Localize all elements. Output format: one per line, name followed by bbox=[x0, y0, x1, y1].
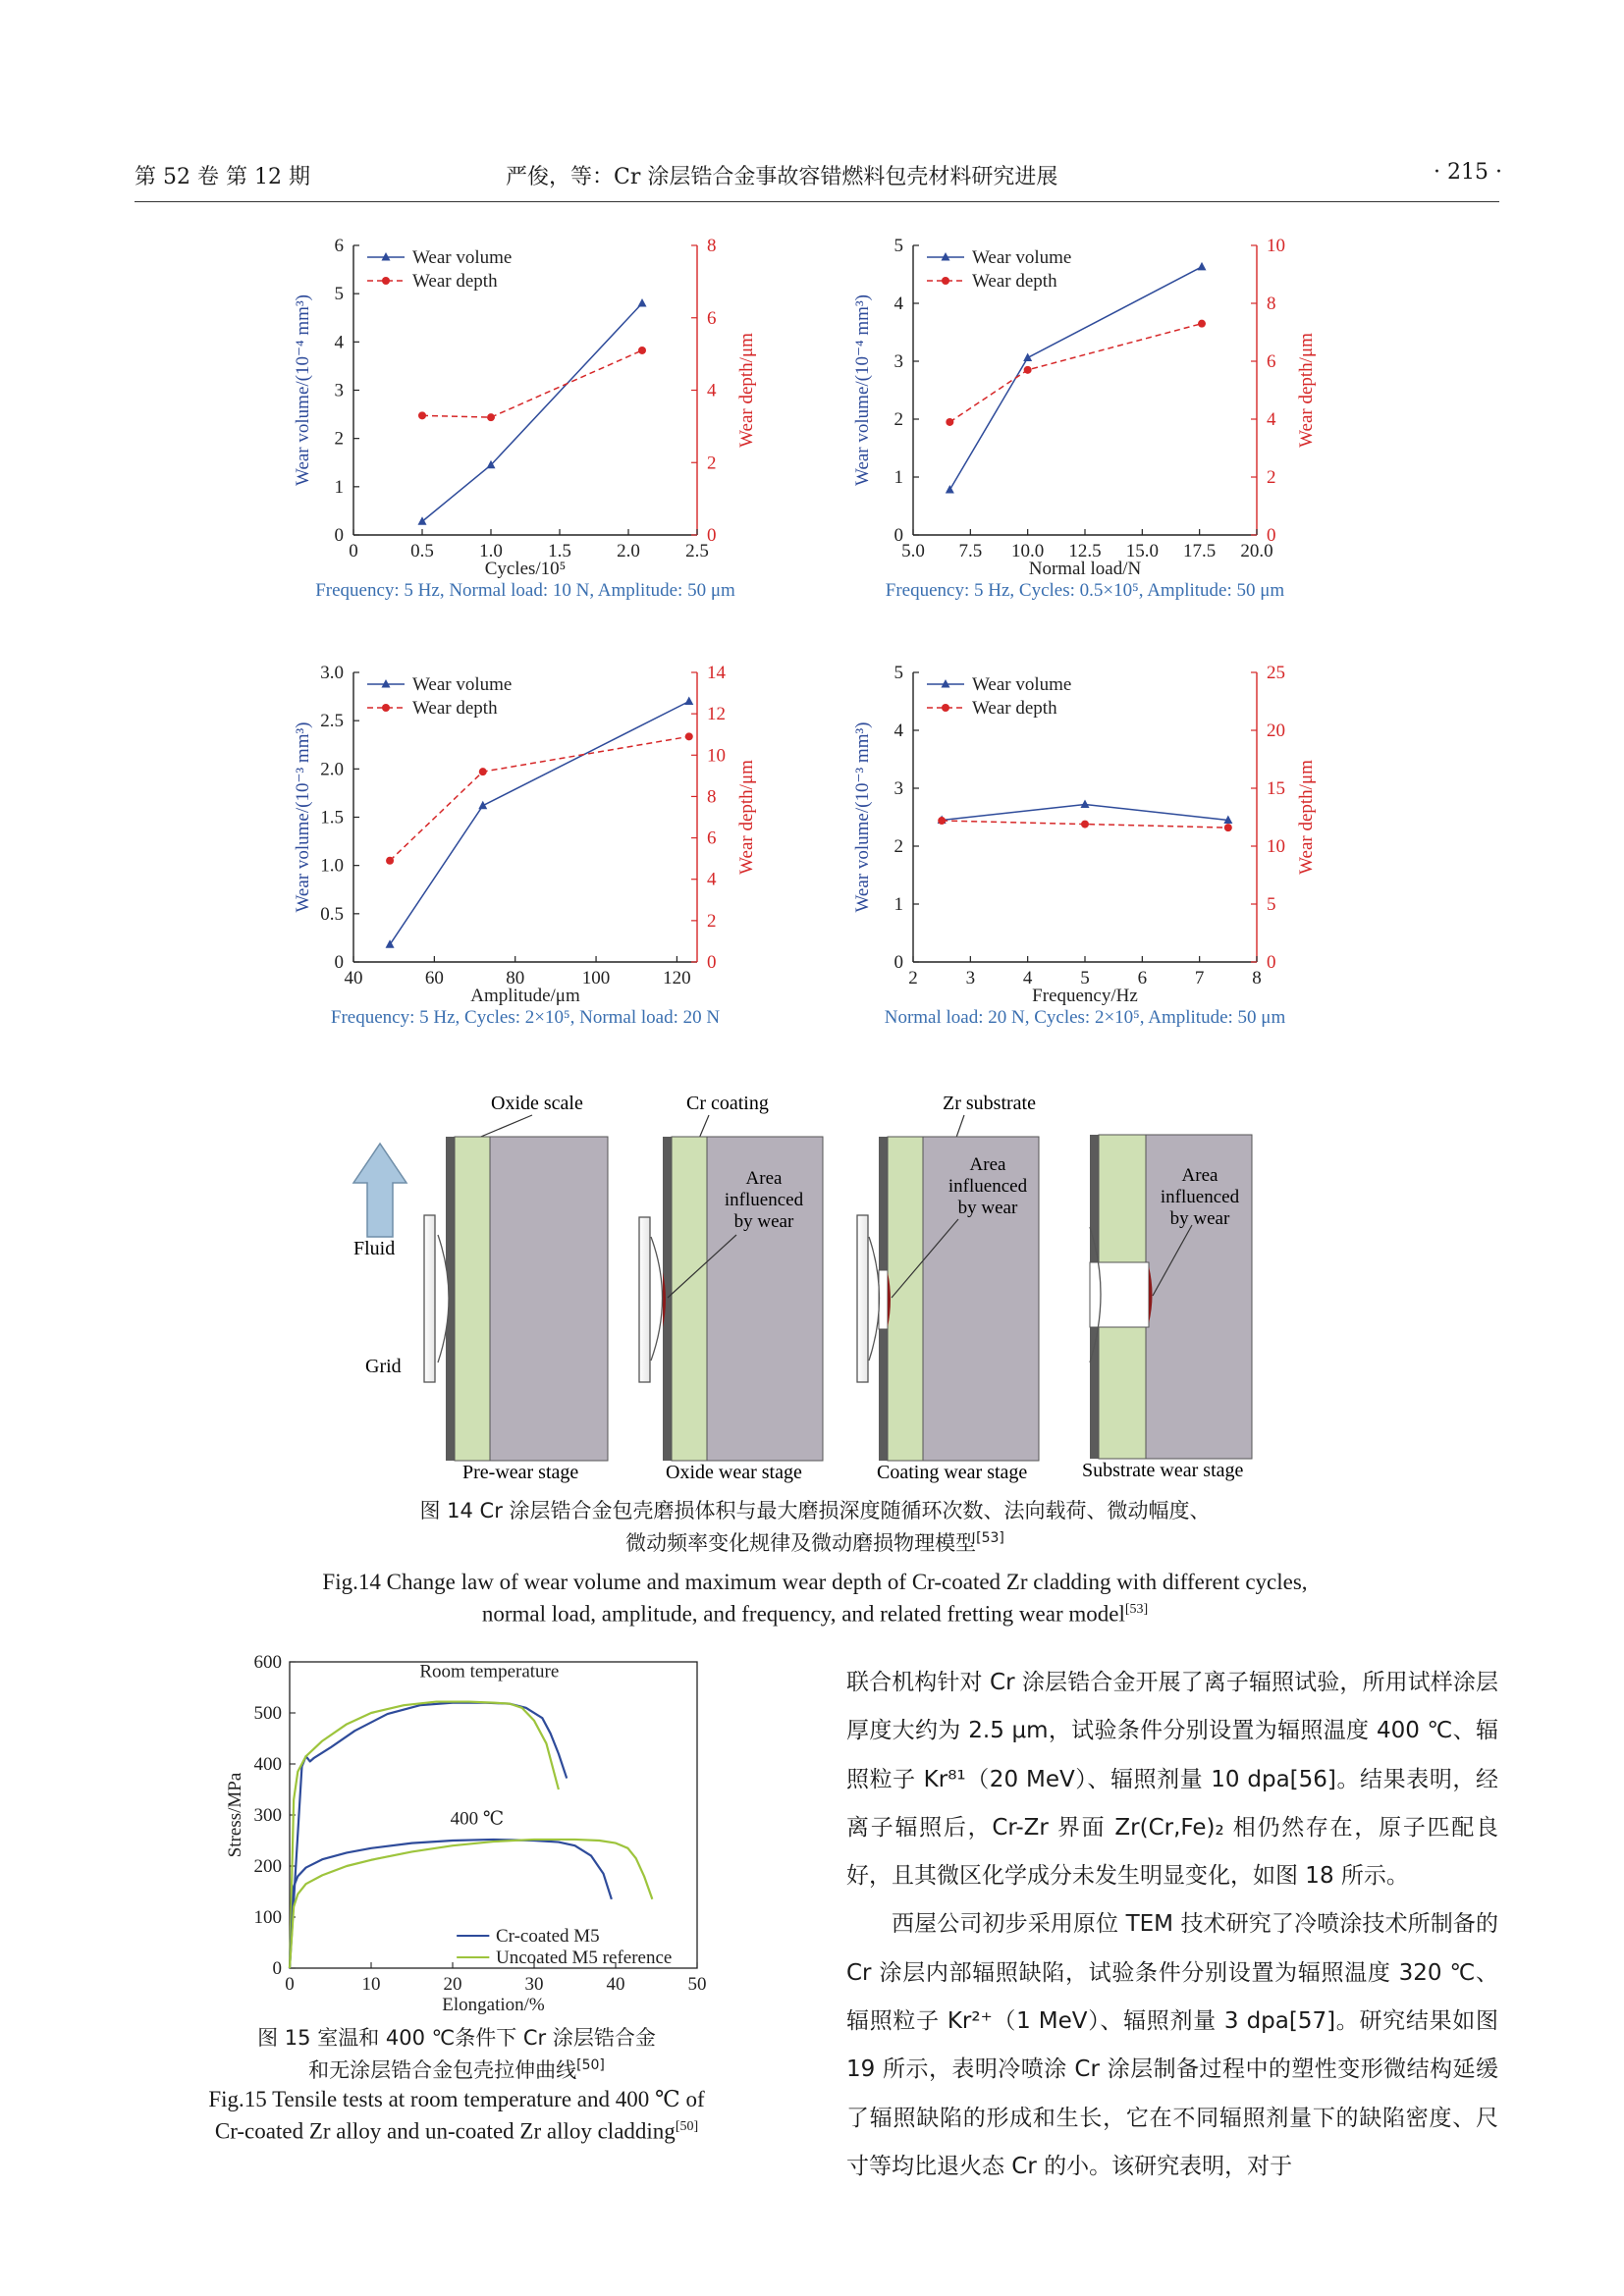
x-tick-label: 5.0 bbox=[901, 541, 925, 561]
wear-depth-point bbox=[479, 768, 487, 775]
area-label-l2: influenced bbox=[724, 1190, 804, 1210]
area-label-l1: Area bbox=[969, 1154, 1006, 1175]
wear-depth-point bbox=[487, 413, 495, 421]
x-axis-label: Cycles/10⁵ bbox=[484, 559, 567, 579]
fig14-caption-en-line2: normal load, amplitude, and frequency, and related fretting wear model[53] bbox=[481, 1601, 1149, 1627]
fig14-caption-cn-line2: 微动频率变化规律及微动磨损物理模型[53] bbox=[625, 1530, 1004, 1555]
area-label-l3: by wear bbox=[957, 1198, 1018, 1218]
y-tick-label: 6 bbox=[334, 236, 344, 256]
legend-depth-marker bbox=[382, 704, 390, 712]
label-oxide-scale: Oxide scale bbox=[491, 1093, 583, 1114]
wear-depth-line bbox=[390, 736, 689, 860]
x-tick-label: 120 bbox=[663, 968, 691, 988]
fretting-wear-model-diagram bbox=[344, 1080, 1326, 1492]
fig14-caption-en-line1: Fig.14 Change law of wear volume and maximum wear depth of Cr-coated Zr cladding with different cycles, bbox=[322, 1570, 1308, 1594]
x-tick-label: 2 bbox=[908, 968, 918, 988]
y2-axis-label: Wear depth/μm bbox=[736, 760, 757, 875]
x-axis-label: Amplitude/μm bbox=[470, 986, 580, 1006]
wear-depth-point bbox=[386, 857, 394, 865]
y-axis-label: Wear volume/(10⁻³ mm³) bbox=[293, 721, 313, 913]
tensile-curve-chart bbox=[221, 1644, 731, 2022]
y-tick-label: 0.5 bbox=[320, 903, 344, 925]
x-tick-label: 40 bbox=[344, 968, 363, 988]
label-grid: Grid bbox=[365, 1356, 402, 1377]
y-tick-label: 1.0 bbox=[320, 855, 344, 877]
x-tick-label: 6 bbox=[1137, 968, 1148, 988]
x-tick-label: 7.5 bbox=[958, 541, 983, 561]
legend-volume-label: Wear volume bbox=[412, 674, 513, 695]
body-paragraph-1: 联合机构针对 Cr 涂层锆合金开展了离子辐照试验，所用试样涂层厚度大约为 2.5 μm，试验条件分别设置为辐照温度 400 ℃、辐照粒子 Kr⁸¹（20 MeV）、辐照剂量 10 dpa[56]。结果表明，经离子辐照后，Cr-Zr 界面 Zr(Cr,Fe)₂ 相仍然存在，原子匹配良好，且其微区化学成分未发生明显变化，如图 18 所示。 bbox=[846, 1670, 1498, 1890]
y-tick-label: 400 bbox=[253, 1754, 282, 1775]
fig15-ref: [50] bbox=[576, 2057, 605, 2073]
y-tick-label: 5 bbox=[893, 663, 903, 683]
wear-volume-point bbox=[1023, 352, 1032, 361]
y2-tick-label: 0 bbox=[707, 952, 717, 973]
fluid-arrow bbox=[353, 1144, 406, 1237]
y-tick-label: 5 bbox=[893, 236, 903, 256]
x-tick-label: 2.5 bbox=[685, 541, 709, 561]
x-tick-label: 10 bbox=[361, 1974, 381, 1995]
y-axis-label: Stress/MPa bbox=[225, 1772, 245, 1858]
fig15-caption-en-line1: Fig.15 Tensile tests at room temperature and 400 ℃ of bbox=[208, 2087, 705, 2111]
y-tick-label: 0 bbox=[272, 1958, 282, 1979]
wear-chart-amplitude bbox=[265, 653, 815, 1085]
header-rule bbox=[135, 201, 1499, 202]
x-tick-label: 80 bbox=[506, 968, 525, 988]
y2-tick-label: 5 bbox=[1267, 894, 1276, 915]
wear-volume-point bbox=[946, 485, 954, 494]
fig15-caption-cn-line2: 和无涂层锆合金包壳拉伸曲线[50] bbox=[308, 2057, 605, 2082]
x-axis-label: Elongation/% bbox=[442, 1995, 545, 2015]
stage4-label: Substrate wear stage bbox=[1082, 1460, 1244, 1481]
wear-depth-point bbox=[1198, 320, 1206, 328]
y-tick-label: 500 bbox=[253, 1703, 282, 1724]
wear-depth-point bbox=[938, 817, 946, 825]
x-tick-label: 0.5 bbox=[410, 541, 434, 561]
x-tick-label: 7 bbox=[1194, 968, 1205, 988]
y-tick-label: 2 bbox=[334, 428, 344, 450]
y2-tick-label: 4 bbox=[707, 380, 717, 401]
x-tick-label: 20.0 bbox=[1240, 541, 1273, 561]
x-tick-label: 15.0 bbox=[1125, 541, 1159, 561]
y-tick-label: 200 bbox=[253, 1856, 282, 1877]
legend-volume-label: Wear volume bbox=[972, 247, 1072, 268]
y-tick-label: 3 bbox=[893, 778, 903, 799]
y2-tick-label: 10 bbox=[1267, 836, 1285, 857]
legend-depth-marker bbox=[382, 277, 390, 285]
y-axis-label: Wear volume/(10⁻⁴ mm³) bbox=[852, 294, 873, 486]
wear-depth-point bbox=[685, 732, 693, 740]
wear-volume-line bbox=[390, 702, 689, 945]
body-paragraph-2: 西屋公司初步采用原位 TEM 技术研究了冷喷涂技术所制备的 Cr 涂层内部辐照缺陷，试验条件分别设置为辐照温度 320 ℃、辐照粒子 Kr²⁺（1 MeV）、辐照剂量 3 dpa[57]。研究结果如图 19 所示，表明冷喷涂 Cr 涂层制备过程中的塑性变形微结构延缓了辐照缺陷的形成和生长，它在不同辐照剂量下的缺陷密度、尺寸等均比退火态 Cr 的小。该研究表明，对于 bbox=[846, 1911, 1498, 2179]
y-tick-label: 600 bbox=[253, 1652, 282, 1673]
fig14-ref: [53] bbox=[976, 1530, 1004, 1546]
y2-axis-label: Wear depth/μm bbox=[1296, 760, 1317, 875]
header-title: 严俊，等：Cr 涂层锆合金事故容错燃料包壳材料研究进展 bbox=[506, 165, 1058, 189]
y2-tick-label: 0 bbox=[707, 525, 717, 546]
y2-tick-label: 20 bbox=[1267, 721, 1285, 741]
wear-volume-line bbox=[422, 303, 642, 521]
y2-axis-label: Wear depth/μm bbox=[1296, 333, 1317, 448]
x-tick-label: 4 bbox=[1022, 968, 1033, 988]
x-tick-label: 3 bbox=[965, 968, 976, 988]
y-tick-label: 1 bbox=[334, 476, 344, 498]
wear-depth-point bbox=[1024, 366, 1032, 374]
stage2-label: Oxide wear stage bbox=[666, 1462, 802, 1483]
y2-tick-label: 12 bbox=[707, 704, 726, 725]
y2-tick-label: 4 bbox=[707, 869, 717, 890]
chart-condition-subtitle: Frequency: 5 Hz, Normal load: 10 N, Amplitude: 50 μm bbox=[315, 580, 735, 601]
wear-volume-point bbox=[638, 298, 647, 307]
wear-volume-point bbox=[684, 697, 693, 706]
x-tick-label: 60 bbox=[424, 968, 444, 988]
y2-tick-label: 6 bbox=[707, 307, 717, 329]
y2-tick-label: 4 bbox=[1267, 409, 1276, 430]
y-axis-label: Wear volume/(10⁻⁴ mm³) bbox=[293, 294, 313, 486]
y-tick-label: 0 bbox=[893, 525, 903, 546]
y2-axis-label: Wear depth/μm bbox=[736, 333, 757, 448]
y2-tick-label: 25 bbox=[1267, 663, 1285, 683]
stage-pre-wear bbox=[424, 1137, 608, 1483]
x-tick-label: 17.5 bbox=[1183, 541, 1217, 561]
y2-tick-label: 10 bbox=[1267, 236, 1285, 256]
x-tick-label: 8 bbox=[1252, 968, 1262, 988]
wear-volume-point bbox=[1198, 262, 1207, 271]
y-tick-label: 2 bbox=[893, 836, 903, 857]
y2-tick-label: 8 bbox=[707, 236, 717, 256]
fig15-caption-cn bbox=[172, 2024, 741, 2084]
x-tick-label: 1.5 bbox=[548, 541, 571, 561]
x-tick-label: 40 bbox=[606, 1974, 625, 1995]
y2-tick-label: 8 bbox=[707, 786, 717, 808]
fig15-caption-en-line2: Cr-coated Zr alloy and un-coated Zr alloy cladding[50] bbox=[214, 2118, 699, 2144]
x-tick-label: 100 bbox=[581, 968, 611, 988]
x-tick-label: 0 bbox=[285, 1974, 295, 1995]
x-tick-label: 2.0 bbox=[617, 541, 640, 561]
x-tick-label: 5 bbox=[1080, 968, 1090, 988]
header-issue: 第 52 卷 第 12 期 bbox=[135, 165, 310, 189]
wear-volume-point bbox=[1081, 800, 1090, 809]
legend-label: Cr-coated M5 bbox=[495, 1925, 600, 1947]
y-tick-label: 2.0 bbox=[320, 759, 344, 780]
y-axis-label: Wear volume/(10⁻³ mm³) bbox=[852, 721, 873, 913]
x-tick-label: 1.0 bbox=[479, 541, 503, 561]
y-tick-label: 3.0 bbox=[320, 663, 344, 683]
annotation-400c: 400 ℃ bbox=[450, 1808, 505, 1830]
body-text-column bbox=[846, 1659, 1498, 2191]
y2-tick-label: 6 bbox=[707, 828, 717, 849]
area-label-l2: influenced bbox=[1160, 1187, 1240, 1207]
y-tick-label: 3 bbox=[334, 380, 344, 401]
fig14-caption-cn bbox=[196, 1497, 1434, 1557]
y-tick-label: 0 bbox=[334, 525, 344, 546]
fig15-caption-en bbox=[157, 2086, 756, 2146]
y2-tick-label: 15 bbox=[1267, 778, 1285, 799]
y2-tick-label: 6 bbox=[1267, 351, 1276, 372]
fig14-ref: [53] bbox=[1124, 1602, 1149, 1617]
wear-volume-point bbox=[418, 516, 427, 525]
x-tick-label: 50 bbox=[687, 1974, 707, 1995]
x-axis-label: Normal load/N bbox=[1028, 559, 1142, 579]
stage-oxide-wear bbox=[639, 1137, 823, 1483]
legend-volume-label: Wear volume bbox=[972, 674, 1072, 695]
chart-condition-subtitle: Normal load: 20 N, Cycles: 2×10⁵, Amplitude: 50 μm bbox=[884, 1007, 1286, 1028]
chart-condition-subtitle: Frequency: 5 Hz, Cycles: 2×10⁵, Normal load: 20 N bbox=[330, 1007, 721, 1028]
wear-depth-point bbox=[946, 418, 953, 426]
fig14-caption-cn-line1: 图 14 Cr 涂层锆合金包壳磨损体积与最大磨损深度随循环次数、法向载荷、微动幅度、 bbox=[419, 1499, 1211, 1522]
legend-depth-label: Wear depth bbox=[412, 698, 498, 719]
stage-coating-wear bbox=[857, 1137, 1039, 1483]
y-tick-label: 1.5 bbox=[320, 807, 344, 828]
wear-depth-point bbox=[1224, 824, 1232, 831]
legend-label: Uncoated M5 reference bbox=[495, 1947, 673, 1968]
y2-tick-label: 0 bbox=[1267, 525, 1276, 546]
x-tick-label: 10.0 bbox=[1011, 541, 1045, 561]
y2-tick-label: 2 bbox=[707, 910, 717, 932]
y-tick-label: 1 bbox=[893, 467, 903, 488]
fig15-caption-cn-line1: 图 15 室温和 400 ℃条件下 Cr 涂层锆合金 bbox=[257, 2026, 656, 2050]
y-tick-label: 4 bbox=[893, 721, 903, 741]
y-tick-label: 100 bbox=[253, 1907, 282, 1928]
area-label-l2: influenced bbox=[947, 1176, 1028, 1197]
y-tick-label: 0 bbox=[334, 952, 344, 973]
area-label-l1: Area bbox=[1181, 1165, 1218, 1186]
wear-chart-normal-load bbox=[825, 226, 1375, 658]
y2-tick-label: 2 bbox=[1267, 467, 1276, 488]
header-page-number: · 215 · bbox=[1434, 160, 1502, 185]
stage-substrate-wear bbox=[1082, 1135, 1252, 1481]
legend-depth-marker bbox=[942, 277, 949, 285]
area-label-l3: by wear bbox=[1169, 1208, 1230, 1229]
area-label-l3: by wear bbox=[733, 1211, 794, 1232]
fig14-caption-en bbox=[147, 1569, 1483, 1629]
annotation-room-temperature: Room temperature bbox=[419, 1661, 560, 1682]
y-tick-label: 4 bbox=[334, 332, 344, 353]
wear-depth-line bbox=[422, 350, 642, 417]
y2-tick-label: 14 bbox=[707, 663, 726, 683]
legend-depth-marker bbox=[942, 704, 949, 712]
y-tick-label: 300 bbox=[253, 1805, 282, 1826]
x-axis-label: Frequency/Hz bbox=[1032, 986, 1138, 1006]
wear-depth-point bbox=[418, 411, 426, 419]
area-label-l1: Area bbox=[745, 1168, 783, 1189]
y2-tick-label: 2 bbox=[707, 453, 717, 474]
legend-depth-label: Wear depth bbox=[972, 271, 1057, 292]
label-cr-coating: Cr coating bbox=[686, 1093, 769, 1114]
y2-tick-label: 10 bbox=[707, 745, 726, 767]
y-tick-label: 1 bbox=[893, 894, 903, 915]
y-tick-label: 2.5 bbox=[320, 711, 344, 732]
y-tick-label: 3 bbox=[893, 351, 903, 372]
legend-depth-label: Wear depth bbox=[412, 271, 498, 292]
legend-depth-label: Wear depth bbox=[972, 698, 1057, 719]
wear-depth-point bbox=[638, 347, 646, 354]
y-tick-label: 2 bbox=[893, 409, 903, 430]
x-tick-label: 20 bbox=[443, 1974, 462, 1995]
stage1-label: Pre-wear stage bbox=[462, 1462, 579, 1483]
y-tick-label: 0 bbox=[893, 952, 903, 973]
y2-tick-label: 0 bbox=[1267, 952, 1276, 973]
chart-condition-subtitle: Frequency: 5 Hz, Cycles: 0.5×10⁵, Amplitude: 50 μm bbox=[885, 580, 1285, 601]
x-tick-label: 30 bbox=[524, 1974, 544, 1995]
wear-depth-line bbox=[949, 324, 1202, 422]
label-fluid: Fluid bbox=[353, 1238, 396, 1259]
label-zr-substrate: Zr substrate bbox=[943, 1093, 1036, 1114]
wear-chart-cycles bbox=[265, 226, 815, 658]
wear-volume-line bbox=[949, 267, 1202, 490]
stage3-label: Coating wear stage bbox=[877, 1462, 1028, 1483]
x-tick-label: 12.5 bbox=[1068, 541, 1102, 561]
y-tick-label: 4 bbox=[893, 294, 903, 314]
y-tick-label: 5 bbox=[334, 284, 344, 305]
wear-volume-point bbox=[478, 801, 487, 810]
wear-depth-point bbox=[1081, 821, 1089, 828]
y2-tick-label: 8 bbox=[1267, 294, 1276, 314]
x-tick-label: 0 bbox=[349, 541, 358, 561]
legend-volume-label: Wear volume bbox=[412, 247, 513, 268]
wear-chart-frequency bbox=[825, 653, 1375, 1085]
fig15-ref: [50] bbox=[675, 2119, 699, 2134]
